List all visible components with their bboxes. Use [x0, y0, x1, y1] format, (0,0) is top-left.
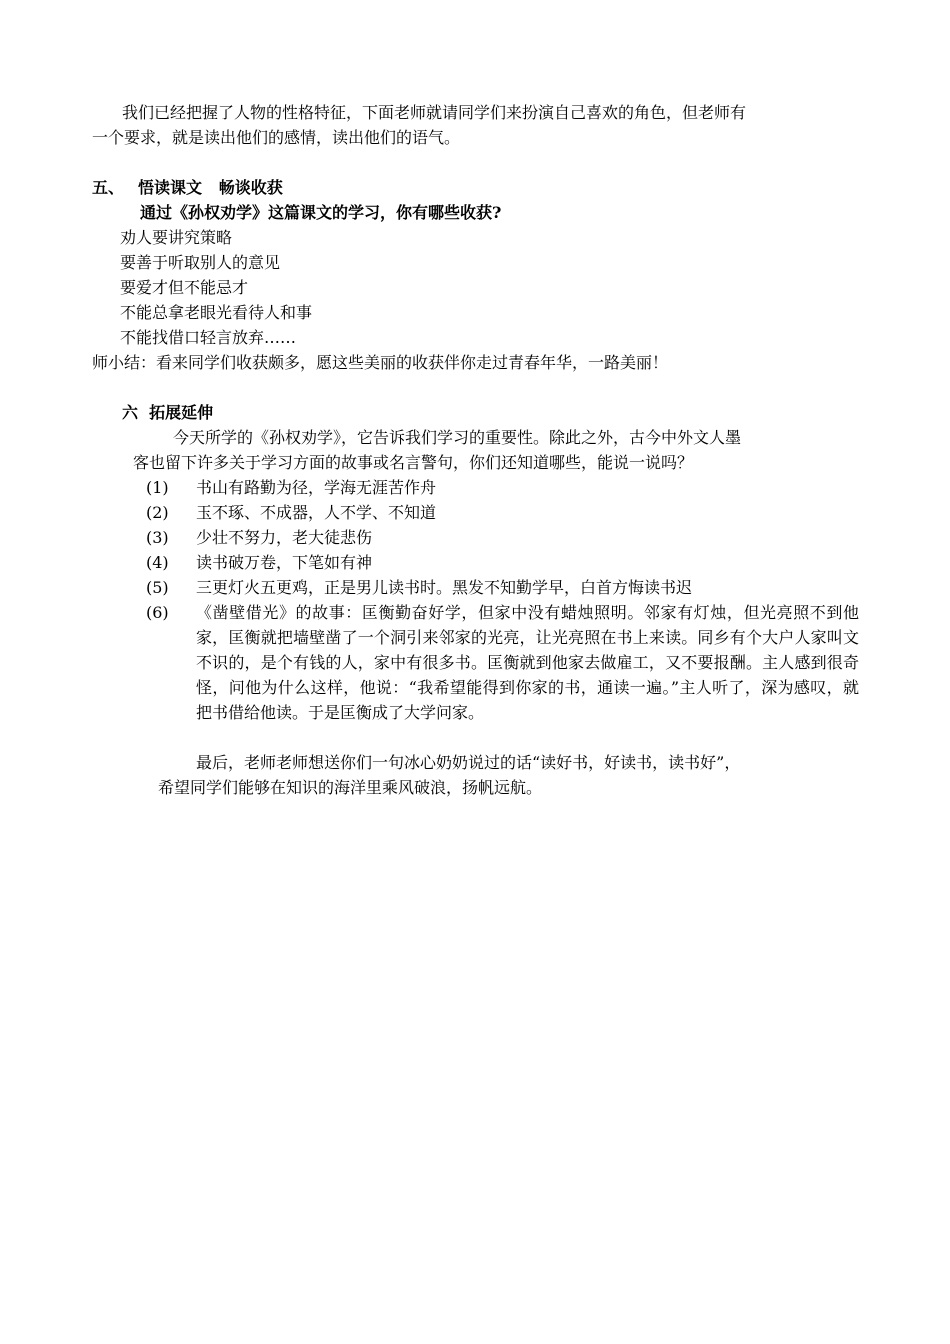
answer-item: 要善于听取别人的意见 [120, 253, 281, 272]
list-item-story: 《凿壁借光》的故事：匡衡勤奋好学，但家中没有蜡烛照明。邻家有灯烛，但光亮照不到他家，匡衡就把墙壁凿了一个洞引来邻家的光亮，让光亮照在书上来读。同乡有个大户人家叫文不识的，是个有钱的人，家中有很多书。匡衡就到他家去做雇工，又不要报酬。主人感到很奇怪，问他为什么这样，他说：“我希望能得到你家的书，通读一遍。”主人听了，深为感叹，就把书借给他读。于是匡衡成了大学问家。 [196, 603, 859, 722]
list-item-text: 玉不琢、不成器，人不学、不知道 [196, 503, 437, 522]
answer-item: 不能总拿老眼光看待人和事 [120, 303, 313, 322]
list-item-text: 书山有路勤为径，学海无涯苦作舟 [196, 478, 437, 497]
list-item-text: 读书破万卷，下笔如有神 [196, 553, 373, 572]
section-6-para-line-2: 客也留下许多关于学习方面的故事或名言警句，你们还知道哪些，能说一说吗？ [133, 453, 694, 472]
section-6-title: 六 拓展延伸 [122, 403, 214, 422]
section-6-para-line-1: 今天所学的《孙权劝学》，它告诉我们学习的重要性。除此之外，古今中外文人墨 [173, 428, 742, 447]
list-item-text: 少壮不努力，老大徒悲伤 [196, 528, 373, 547]
list-number: (3) [146, 528, 169, 547]
list-number: (2) [146, 503, 169, 522]
section-5-number: 五、 [92, 178, 125, 197]
list-number: (5) [146, 578, 169, 597]
answer-item: 要爱才但不能忌才 [120, 278, 249, 297]
list-number: (1) [146, 478, 169, 497]
list-item-text: 三更灯火五更鸡，正是男儿读书时。黑发不知勤学早，白首方悔读书迟 [196, 578, 693, 597]
intro-line-2: 一个要求，就是读出他们的感情，读出他们的语气。 [92, 128, 461, 147]
list-number: (4) [146, 553, 169, 572]
intro-line-1: 我们已经把握了人物的性格特征，下面老师就请同学们来扮演自己喜欢的角色，但老师有 [122, 103, 747, 122]
list-number: (6) [146, 603, 169, 622]
answer-item: 不能找借口轻言放弃…… [120, 328, 297, 347]
closing-line-1: 最后，老师老师想送你们一句冰心奶奶说过的话“读好书，好读书，读书好”， [196, 753, 741, 772]
closing-line-2: 希望同学们能够在知识的海洋里乘风破浪，扬帆远航。 [158, 778, 543, 797]
section-5-question: 通过《孙权劝学》这篇课文的学习，你有哪些收获? [140, 203, 502, 222]
teacher-summary: 师小结：看来同学们收获颇多，愿这些美丽的收获伴你走过青春年华，一路美丽！ [92, 353, 669, 372]
section-5-title: 悟读课文 畅谈收获 [138, 178, 283, 197]
answer-item: 劝人要讲究策略 [120, 228, 233, 247]
